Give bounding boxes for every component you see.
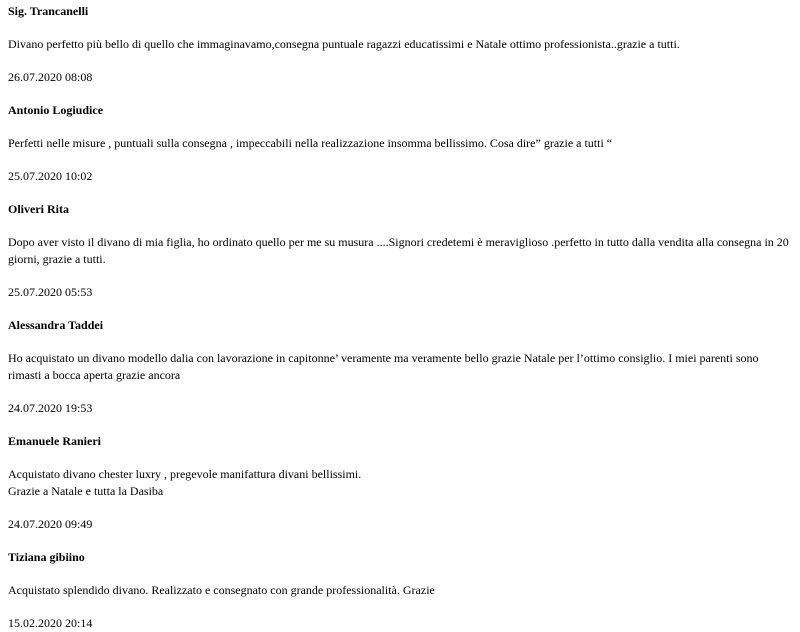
review-date: 25.07.2020 10:02: [8, 169, 93, 183]
review-date: 24.07.2020 09:49: [8, 517, 93, 531]
review-author: Emanuele Ranieri: [8, 434, 101, 448]
review-author: Tiziana gibiino: [8, 550, 85, 564]
review-date: 24.07.2020 19:53: [8, 401, 93, 415]
review-date: 26.07.2020 08:08: [8, 70, 93, 84]
review-text: Dopo aver visto il divano di mia figlia, ho ordinato quello per me su musura ....Signori credetemi è meraviglioso .perfetto in tutto dalla vendita alla consegna in 20 giorni, grazie a tutti.: [8, 235, 789, 266]
review-item: [8, 201, 792, 301]
review-author: Sig. Trancanelli: [8, 4, 89, 18]
review-item: [8, 3, 792, 86]
review-date: 25.07.2020 05:53: [8, 285, 93, 299]
review-author: Alessandra Taddei: [8, 318, 104, 332]
review-text: Acquistato splendido divano. Realizzato e consegnato con grande professionalità. Grazie: [8, 583, 435, 597]
review-text: Perfetti nelle misure , puntuali sulla consegna , impeccabili nella realizzazione insomma bellissimo. Cosa dire” grazie a tutti “: [8, 136, 613, 150]
review-date: 15.02.2020 20:14: [8, 616, 93, 630]
review-text: Ho acquistato un divano modello dalia con lavorazione in capitonne’ veramente ma veramente bello grazie Natale per l’ottimo consiglio. I miei parenti sono rimasti a bocca aperta grazie ancora: [8, 351, 759, 382]
review-item: [8, 317, 792, 417]
review-item: [8, 549, 792, 632]
review-text: Acquistato divano chester luxry , pregevole manifattura divani bellissimi. Grazie a Natale e tutta la Dasiba: [8, 467, 362, 498]
review-text: Divano perfetto più bello di quello che immaginavamo,consegna puntuale ragazzi educatissimi e Natale ottimo professionista..grazie a tutti.: [8, 37, 680, 51]
review-author: Antonio Logiudice: [8, 103, 104, 117]
review-item: [8, 102, 792, 185]
reviews-list: [0, 3, 800, 632]
review-author: Oliveri Rita: [8, 202, 69, 216]
review-item: [8, 433, 792, 533]
